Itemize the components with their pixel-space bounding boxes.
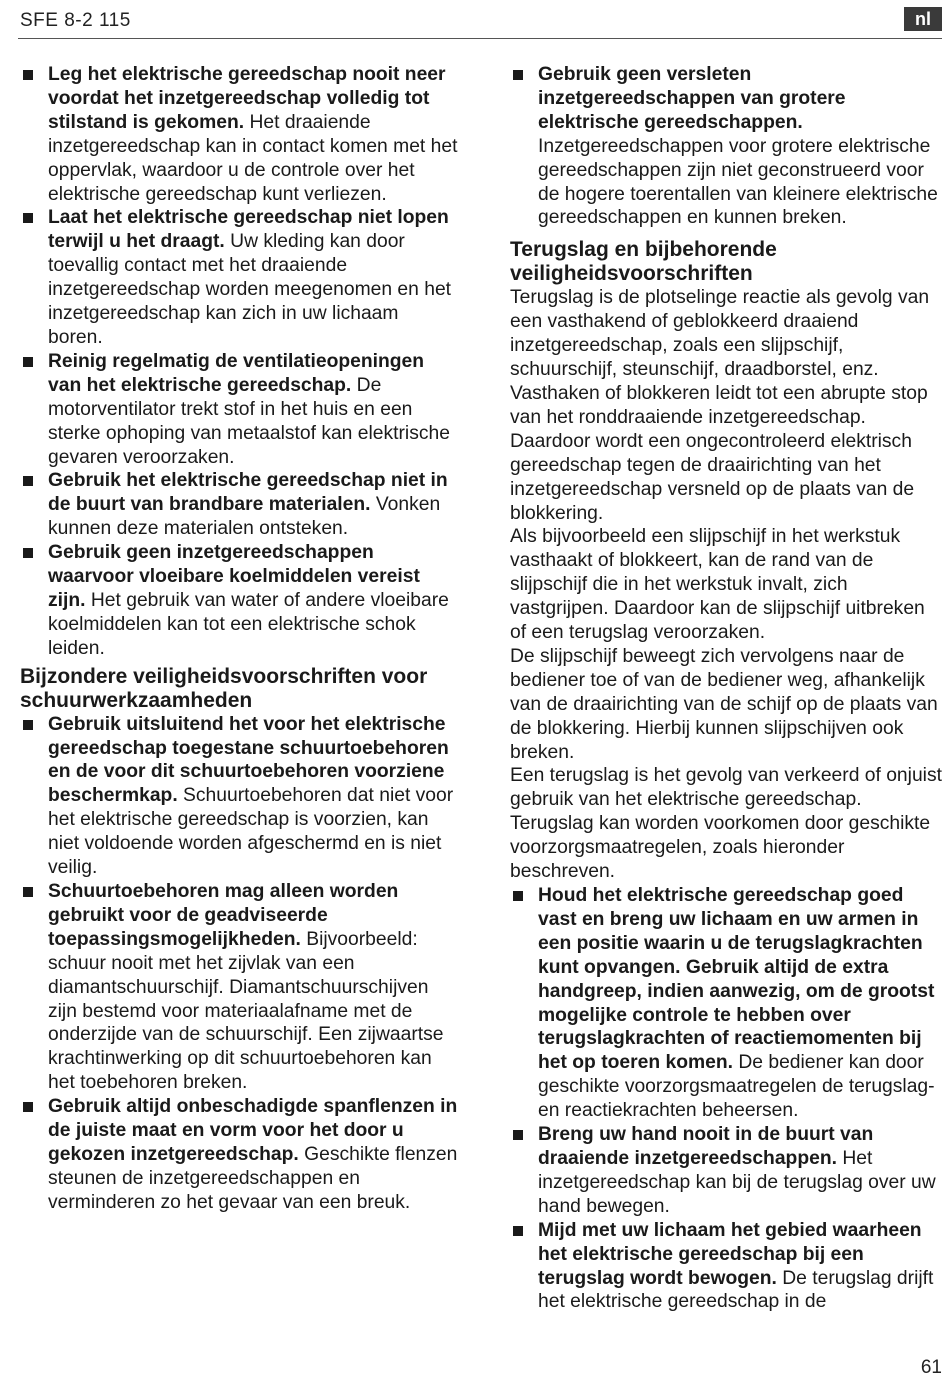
- item-explanation: Schuurtoebehoren dat niet voor het elektrische gereedschap is voorzien, kan niet voldoende worden afgeschermd en is niet veilig.: [48, 785, 454, 879]
- item-instruction: Breng uw hand nooit in de buurt van draaiende inzetgereedschappen.: [538, 1124, 874, 1169]
- list-item: [510, 1219, 942, 1315]
- square-bullet-icon: [23, 887, 33, 897]
- item-explanation: Het draaiende inzetgereedschap kan in contact komen met het oppervlak, waardoor u de controle over het elektrische gereedschap kunt verliezen.: [48, 111, 458, 205]
- square-bullet-icon: [513, 1130, 523, 1140]
- item-instruction: Laat het elektrische gereedschap niet lopen terwijl u het draagt.: [48, 207, 449, 253]
- item-instruction: Gebruik geen inzetgereedschappen waarvoor vloeibare koelmiddelen vereist zijn.: [48, 542, 420, 611]
- item-explanation: De terugslag drijft het elektrische gereedschap in de: [538, 1267, 934, 1313]
- list-item: [510, 63, 942, 230]
- page-header: [18, 8, 942, 39]
- list-item: [510, 884, 942, 1123]
- left-list-b: [20, 713, 458, 1215]
- paragraph: Een terugslag is het gevolg van verkeerd of onjuist gebruik van het elektrische gereedschap. Terugslag kan worden voorkomen door geschikte voorzorgsmaatregelen, zoals hieronder beschreven.: [510, 765, 942, 883]
- list-item: [20, 541, 458, 661]
- right-list-a: [510, 63, 942, 230]
- item-instruction: Reinig regelmatig de ventilatieopeningen van het elektrische gereedschap.: [48, 350, 425, 396]
- item-instruction: Gebruik uitsluitend het voor het elektrische gereedschap toegestane schuurtoebehoren en de voor dit schuurtoebehoren voorziene beschermkap.: [48, 713, 449, 807]
- model-number: SFE 8-2 115: [20, 10, 131, 31]
- item-instruction: Gebruik geen versleten inzetgereedschappen van grotere elektrische gereedschappen.: [538, 64, 846, 133]
- page-number: 61: [920, 1357, 942, 1378]
- kickback-paragraphs: [510, 286, 942, 884]
- item-instruction: Gebruik altijd onbeschadigde spanflenzen in de juiste maat en vorm voor het door u gekozen inzetgereedschap.: [48, 1096, 458, 1165]
- item-instruction: Schuurtoebehoren mag alleen worden gebruikt voor de geadviseerde toepassingsmogelijkheden.: [48, 881, 399, 950]
- square-bullet-icon: [23, 476, 33, 486]
- item-explanation: Vonken kunnen deze materialen ontsteken.: [48, 494, 441, 540]
- paragraph: Als bijvoorbeeld een slijpschijf in het werkstuk vasthaakt of blokkeert, kan de rand van de slijpschijf die in het werkstuk invalt, zich vastgrijpen. Daardoor kan de slijpschijf uitbreken of een terugslag veroorzaken.: [510, 526, 925, 644]
- square-bullet-icon: [513, 70, 523, 80]
- square-bullet-icon: [23, 213, 33, 223]
- list-item: [20, 63, 458, 206]
- left-list-a: [20, 63, 458, 661]
- square-bullet-icon: [513, 1226, 523, 1236]
- item-instruction: Houd het elektrische gereedschap goed vast en breng uw lichaam en uw armen in een positie waarin u de terugslagkrachten kunt opvangen. Gebruik altijd de extra handgreep, indien aanwezig, om de grootst mogelijke controle te hebben over terugslagkrachten of reactiemomenten bij het op toeren komen.: [538, 885, 935, 1074]
- paragraph: Terugslag is de plotselinge reactie als gevolg van een vasthakend of geblokkeerd draaiend inzetgereedschap, zoals een slijpschijf, schuurschijf, steunschijf, draadborstel, enz. Vasthaken of blokkeren leidt tot een abrupte stop van het ronddraaiende inzetgereedschap. Daardoor wordt een ongecontroleerd elektrisch gereedschap tegen de draairichting van het inzetgereedschap versneld op de plaats van de blokkering.: [510, 287, 930, 524]
- item-explanation: Inzetgereedschappen voor grotere elektrische gereedschappen zijn niet geconstrueerd voor de hogere toerentallen van kleinere elektrische gereedschappen en kunnen breken.: [538, 135, 938, 229]
- item-explanation: Bijvoorbeeld: schuur nooit met het zijvlak van een diamantschuurschijf. Diamantschuurschijven zijn bestemd voor materiaalafname met de onderzijde van de schuurschijf. Een zijwaartse krachtinwerking op dit schuurtoebehoren kan het toebehoren breken.: [48, 928, 444, 1094]
- list-item: [20, 206, 458, 349]
- list-item: [510, 1123, 942, 1219]
- language-badge: nl: [904, 7, 942, 31]
- item-instruction: Gebruik het elektrische gereedschap niet in de buurt van brandbare materialen.: [48, 470, 448, 516]
- list-item: [20, 1095, 458, 1215]
- list-item: [20, 469, 458, 541]
- item-explanation: De bediener kan door geschikte voorzorgsmaatregelen de terugslag- en reactiekrachten beheersen.: [538, 1052, 935, 1122]
- item-explanation: Geschikte flenzen steunen de inzetgereedschappen en verminderen zo het gevaar van een breuk.: [48, 1143, 458, 1213]
- right-column: [510, 63, 942, 1314]
- section-heading-grinding: Bijzondere veiligheidsvoorschriften voor schuurwerkzaamheden: [20, 664, 428, 712]
- square-bullet-icon: [23, 70, 33, 80]
- item-explanation: De motorventilator trekt stof in het huis en een sterke ophoping van metaalstof kan elektrische gevaren veroorzaken.: [48, 374, 450, 468]
- left-column: [20, 63, 458, 1215]
- item-instruction: Mijd met uw lichaam het gebied waarheen het elektrische gereedschap bij een terugslag wordt bewogen.: [538, 1219, 922, 1289]
- list-item: [20, 880, 458, 1095]
- item-explanation: Het gebruik van water of andere vloeibare koelmiddelen kan tot een elektrische schok leiden.: [48, 589, 449, 659]
- right-list-b: [510, 884, 942, 1314]
- item-explanation: Het inzetgereedschap kan bij de terugslag over uw hand bewegen.: [538, 1147, 936, 1217]
- section-heading-kickback: Terugslag en bijbehorende veiligheidsvoorschriften: [510, 238, 777, 286]
- square-bullet-icon: [23, 1102, 33, 1112]
- square-bullet-icon: [23, 548, 33, 558]
- square-bullet-icon: [23, 720, 33, 730]
- item-instruction: Leg het elektrische gereedschap nooit neer voordat het inzetgereedschap volledig tot stilstand is gekomen.: [48, 64, 446, 133]
- square-bullet-icon: [513, 891, 523, 901]
- square-bullet-icon: [23, 357, 33, 367]
- paragraph: De slijpschijf beweegt zich vervolgens naar de bediener toe of van de bediener weg, afhankelijk van de draairichting van de schijf op de plaats van de blokkering. Hierbij kunnen slijpschijven ook breken.: [510, 645, 938, 763]
- list-item: [20, 350, 458, 470]
- item-explanation: Uw kleding kan door toevallig contact met het draaiende inzetgereedschap worden meegenomen en het inzetgereedschap kan zich in uw lichaam boren.: [48, 231, 452, 348]
- list-item: [20, 713, 458, 880]
